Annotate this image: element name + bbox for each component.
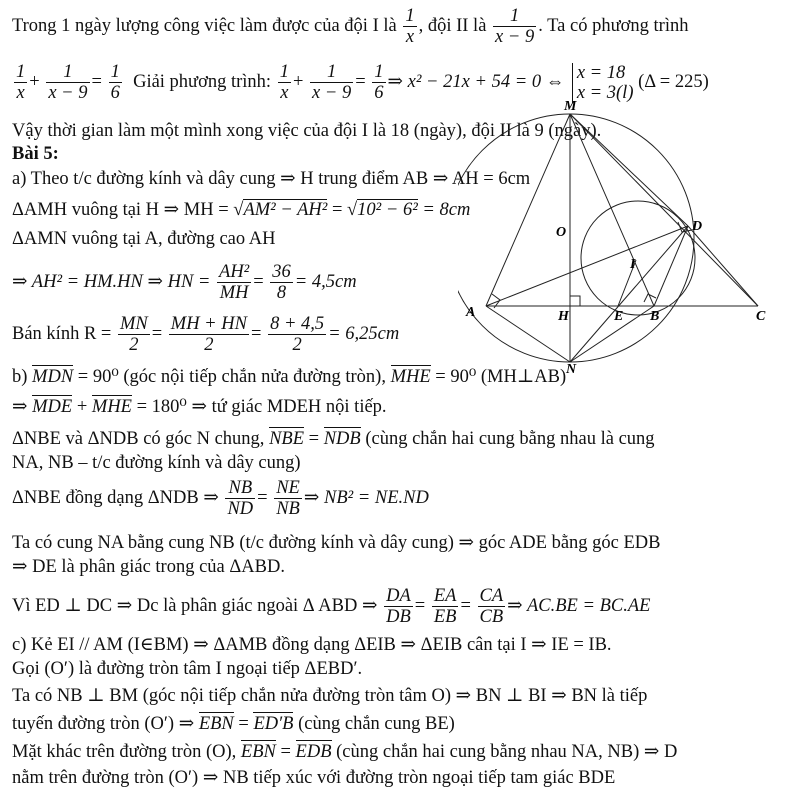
part-a-line-4: ⇒ AH² = HM.HN ⇒ HN = $\frac{\text{AH²}}{MH}$ = $\frac{36}{8}$ = 4,5cm xyxy=(12,262,357,303)
part-b-line-4: NA, NB – t/c đường kính và dây cung) xyxy=(12,453,301,473)
part-a-line-5: Bán kính R = $\frac{MN}{2}$ = $\frac{MH + HN}{2}$ = $\frac{8 + 4,5}{2}$ = 6,25cm xyxy=(12,314,400,355)
part-b-line-7: ⇒ DE là phân giác trong của ΔABD. xyxy=(12,557,285,577)
part-c-line-3: Ta có NB ⊥ BM (góc nội tiếp chắn nửa đường tròn tâm O) ⇒ BN ⊥ BI ⇒ BN là tiếp xyxy=(12,686,648,706)
section-heading-bai5: Bài 5: xyxy=(12,144,59,164)
segment-ad xyxy=(486,226,688,306)
label-h: H xyxy=(558,309,569,324)
part-b-line-1: b) MDN = 90⁰ (góc nội tiếp chắn nửa đường tròn), MHE = 90⁰ (MH⊥AB) xyxy=(12,367,567,387)
part-a-line-2: ΔAMH vuông tại H ⇒ MH = √AM² − AH² = √10² − 6² = 8cm xyxy=(12,200,471,220)
part-b-line-8: Vì ED ⊥ DC ⇒ Dc là phân giác ngoài Δ ABD ⇒ $\frac{DA}{DB}$ = $\frac{EA}{EB}$ = $\frac{CA}{CB}$ ⇒ AC.BE = BC.AE xyxy=(12,586,651,627)
fraction-1-over-x: $\frac{1}{x}$ xyxy=(405,6,415,47)
part-a-line-3: ΔAMN vuông tại A, đường cao AH xyxy=(12,229,276,249)
label-a: A xyxy=(466,305,476,320)
part-c-line-2: Gọi (O′) là đường tròn tâm I ngoại tiếp ΔEBD′. xyxy=(12,659,363,679)
solution-cases: x = 18 x = 3(l) xyxy=(572,63,634,103)
part-b-line-2: ⇒ MDE + MHE = 180⁰ ⇒ tứ giác MDEH nội tiếp. xyxy=(12,397,387,417)
part-c-line-1: c) Kẻ EI // AM (I∈BM) ⇒ ΔAMB đồng dạng ΔEIB ⇒ ΔEIB cân tại I ⇒ IE = IB. xyxy=(12,635,612,655)
segment-mb xyxy=(570,114,654,306)
part-c-line-4: tuyến đường tròn (O′) ⇒ EBN = ED′B (cùng chắn cung BE) xyxy=(12,714,455,734)
segment-dc xyxy=(688,226,758,306)
geometry-figure xyxy=(458,98,778,373)
intro-line-1: Trong 1 ngày lượng công việc làm được của đội I là $\frac{1}{x}$ , đội II là $\frac{1}{x - 9}$ . Ta có phương trình xyxy=(12,6,689,47)
part-c-line-5: Mặt khác trên đường tròn (O), EBN = EDB (cùng chắn hai cung bằng nhau NA, NB) ⇒ D xyxy=(12,742,678,762)
part-c-line-6: nằm trên đường tròn (O′) ⇒ NB tiếp xúc với đường tròn ngoại tiếp tam giác BDE xyxy=(12,768,616,788)
label-e: E xyxy=(614,309,624,324)
label-c: C xyxy=(756,309,766,324)
segment-bn xyxy=(570,306,654,362)
conclusion-line: Vậy thời gian làm một mình xong việc của đội I là 18 (ngày), đội II là 9 (ngày). xyxy=(12,121,602,141)
segment-mc xyxy=(570,114,758,306)
part-b-line-6: Ta có cung NA bằng cung NB (t/c đường kính và dây cung) ⇒ góc ADE bằng góc EDB xyxy=(12,533,661,553)
part-b-line-3: ΔNBE và ΔNDB có góc N chung, NBE = NDB (cùng chắn hai cung bằng nhau là cung xyxy=(12,429,655,449)
segment-dn xyxy=(570,226,688,362)
label-o: O xyxy=(556,225,567,240)
part-a-line-1: a) Theo t/c đường kính và dây cung ⇒ H trung điểm AB ⇒ AH = 6cm xyxy=(12,169,531,189)
label-b: B xyxy=(650,309,660,324)
equation-line: $\frac{1}{x}$ + $\frac{1}{x - 9}$ = $\frac{1}{6}$ Giải phương trình: $\frac{1}{x}$ + $\frac{1}{x - 9}$ = $\frac{1}{6}$ ⇒ x² − 21x + 54 = 0 ⇔ x = 18 x = 3(l) (Δ = 225) xyxy=(16,62,709,103)
circle-o-prime xyxy=(581,201,695,315)
fraction-1-over-x-minus-9: $\frac{1}{x - 9}$ xyxy=(495,6,535,47)
segment-md xyxy=(570,114,688,226)
label-d: D xyxy=(692,219,703,234)
segment-db xyxy=(654,226,688,306)
label-m: M xyxy=(564,99,577,114)
label-n: N xyxy=(566,362,577,373)
right-angle-h xyxy=(570,296,580,306)
part-b-line-5: ΔNBE đồng dạng ΔNDB ⇒ $\frac{NB}{ND}$ = $\frac{NE}{NB}$ ⇒ NB² = NE.ND xyxy=(12,478,429,519)
label-i: I xyxy=(630,257,636,272)
